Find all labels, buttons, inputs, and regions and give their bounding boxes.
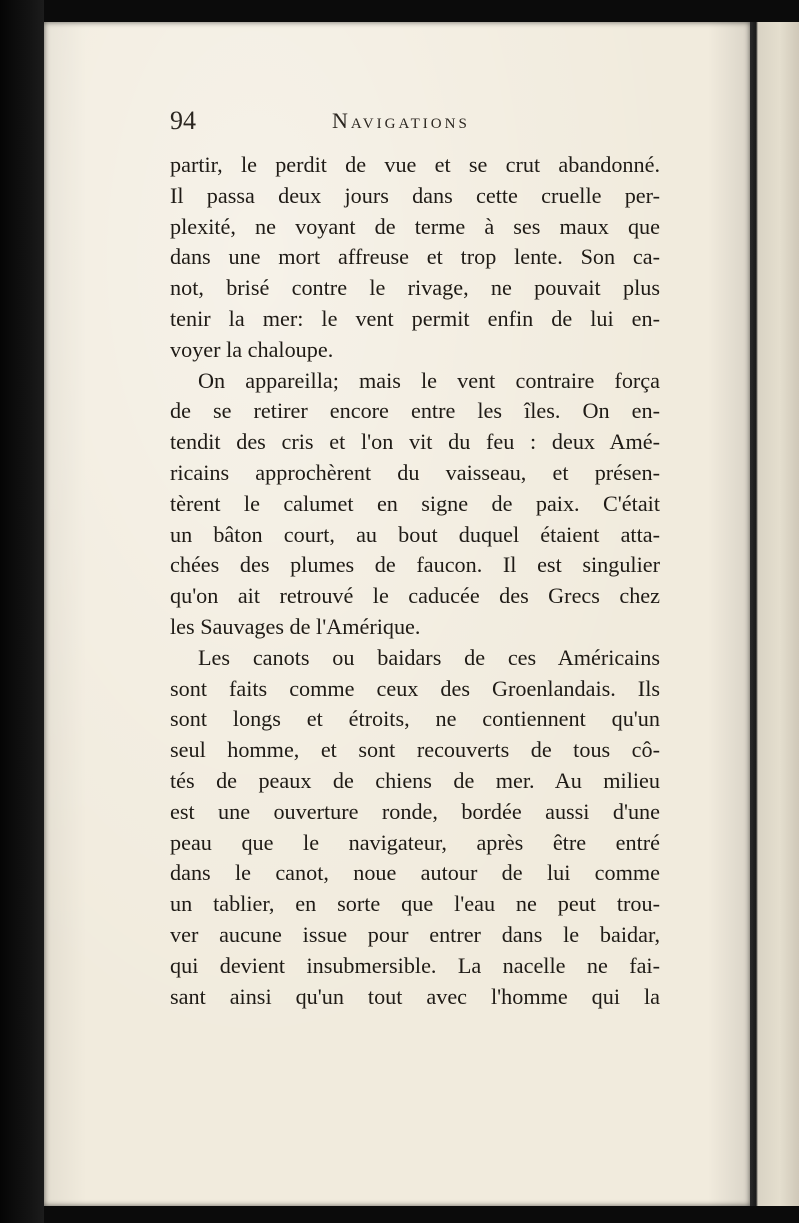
text-line: On appareilla; mais le vent contraire força (198, 367, 660, 393)
text-line: seul homme, et sont recouverts de tous cô- (170, 737, 660, 763)
text-line: qui devient insubmersible. La nacelle ne fai- (170, 952, 660, 978)
page-number: 94 (170, 106, 196, 135)
text-line: peau que le navigateur, après être entré (170, 829, 660, 855)
text-line: dans le canot, noue autour de lui comme (170, 860, 660, 886)
text-line: Les canots ou baidars de ces Américains (198, 644, 660, 670)
text-line: tendit des cris et l'on vit du feu : deux Amé- (170, 429, 660, 455)
text-line: partir, le perdit de vue et se crut abandonné. (170, 152, 660, 177)
running-title: Navigations (332, 108, 470, 133)
text-line: tèrent le calumet en signe de paix. C'était (170, 490, 660, 516)
text-line: chées des plumes de faucon. Il est singulier (170, 552, 660, 578)
text-line: dans une mort affreuse et trop lente. Son ca- (170, 244, 660, 270)
body-text (170, 150, 660, 1012)
text-line: de se retirer encore entre les îles. On en- (170, 398, 660, 424)
text-line: un tablier, en sorte que l'eau ne peut trou- (170, 891, 660, 917)
facing-page-edge (750, 22, 799, 1206)
text-line: not, brisé contre le rivage, ne pouvait plus (170, 275, 660, 301)
text-line: ver aucune issue pour entrer dans le baidar, (170, 921, 660, 947)
text-line: ricains approchèrent du vaisseau, et présen- (170, 459, 660, 485)
book-gutter-left (0, 0, 44, 1223)
text-line: les Sauvages de l'Amérique. (170, 613, 421, 639)
text-line: qu'on ait retrouvé le caducée des Grecs chez (170, 583, 660, 609)
text-line: plexité, ne voyant de terme à ses maux que (170, 213, 660, 239)
text-line: sont faits comme ceux des Groenlandais. Ils (170, 675, 660, 701)
text-line: voyer la chaloupe. (170, 336, 334, 362)
text-line: tés de peaux de chiens de mer. Au milieu (170, 767, 660, 793)
text-line: est une ouverture ronde, bordée aussi d'une (170, 798, 660, 824)
running-head (170, 100, 660, 140)
text-line: sont longs et étroits, ne contiennent qu'un (170, 706, 660, 732)
text-line: Il passa deux jours dans cette cruelle per- (170, 182, 660, 208)
text-line: sant ainsi qu'un tout avec l'homme qui la (170, 983, 660, 1009)
text-line: un bâton court, au bout duquel étaient atta- (170, 521, 660, 547)
text-line: tenir la mer: le vent permit enfin de lui en- (170, 305, 660, 331)
